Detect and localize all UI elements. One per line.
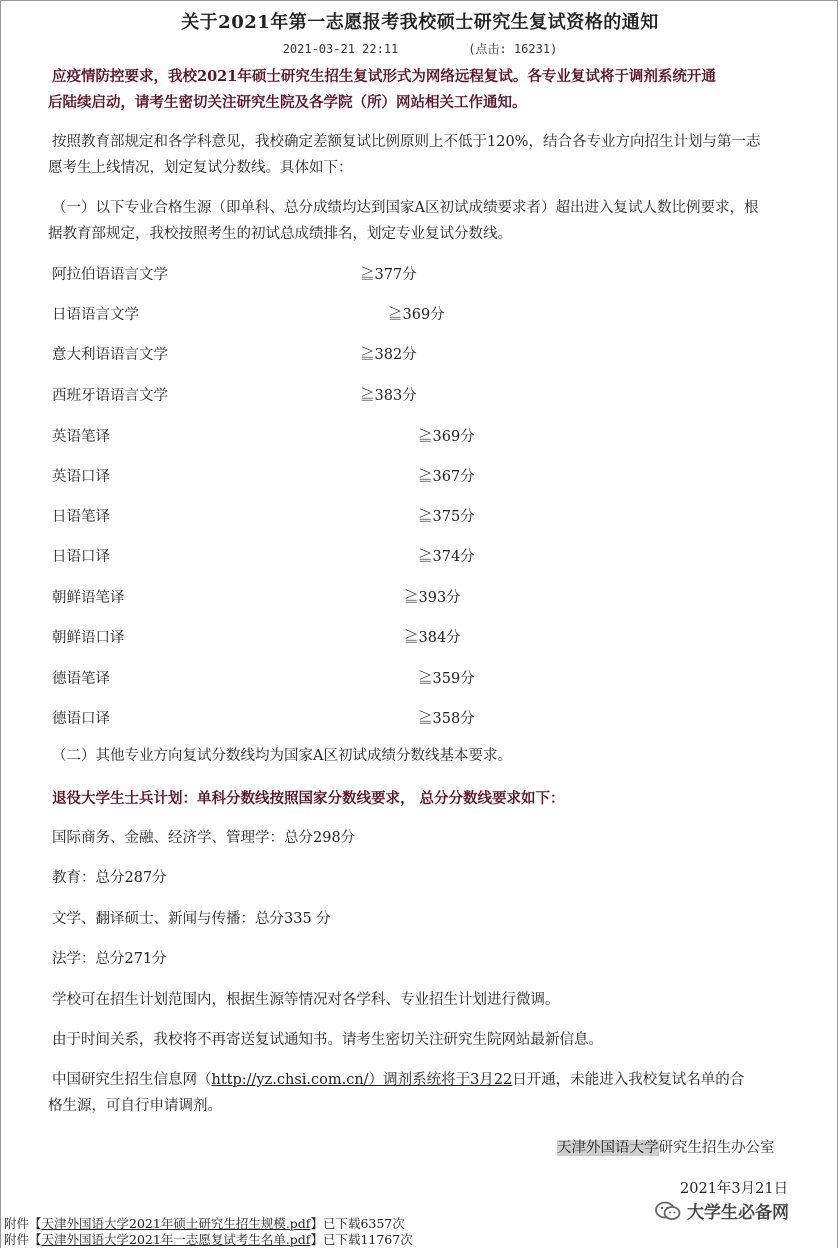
chsi-link[interactable]: http://yz.chsi.com.cn/）调剂系统将于3月22 [211,1072,513,1088]
major-score: ≧359分 [418,671,475,687]
signature-org-highlight: 天津外国语大学 [557,1140,659,1156]
para5: 由于时间关系，我校将不再寄送复试通知书。请考生密切关注研究生院网站最新信息。 [52,1032,603,1048]
major-name: 西班牙语语言文学 [52,388,168,404]
para2-line-1: （一）以下专业合格生源（即单科、总分成绩均达到国家A区初试成绩要求者）超出进入复试人数比例要求，根 [52,200,759,216]
watermark [655,1198,789,1223]
para6-suffix: 日开通，未能进入我校复试名单的合 [512,1072,745,1088]
major-score: ≧384分 [404,630,461,646]
major-score: ≧367分 [418,469,475,485]
hit-count: (点击: 16231) [468,42,558,56]
watermark-text: 大学生必备网 [687,1203,789,1223]
signature-date: 2021年3月21日 [680,1181,789,1197]
post-datetime: 2021-03-21 22:11 [282,42,399,56]
wechat-icon [655,1201,681,1221]
para3: （二）其他专业方向复试分数线均为国家A区初试成绩分数线基本要求。 [52,748,512,764]
major-name: 日语笔译 [52,509,110,525]
attachment-row [4,1230,413,1248]
veteran-item: 教育：总分287分 [52,870,167,886]
veteran-item: 文学、翻译硕士、新闻与传播：总分335 分 [52,911,331,927]
major-name: 阿拉伯语语言文学 [52,267,168,283]
major-name: 德语笔译 [52,671,110,687]
para2-line-2: 据教育部规定，我校按照考生的初试总成绩排名，划定专业复试分数线。 [48,226,512,242]
para1-line-2: 愿考生上线情况，划定复试分数线。具体如下： [48,160,353,176]
major-name: 意大利语语言文学 [52,347,168,363]
major-score: ≧393分 [404,590,461,606]
attachment-prefix: 附件【 [4,1216,42,1231]
attachment-suffix: 】已下载6357次 [310,1216,405,1231]
intro-line-1: 应疫情防控要求，我校2021年硕士研究生招生复试形式为网络远程复试。各专业复试将于调剂系统开通 [52,68,716,85]
para6-prefix: 中国研究生招生信息网（ [52,1072,212,1088]
major-name: 日语语言文学 [52,307,139,323]
major-name: 德语口译 [52,711,110,727]
major-score: ≧383分 [360,388,417,404]
veteran-item: 国际商务、金融、经济学、管理学：总分298分 [52,830,356,846]
veteran-heading: 退役大学生士兵计划：单科分数线按照国家分数线要求， 总分分数线要求如下： [52,790,565,807]
para4: 学校可在招生计划范围内，根据生源等情况对各学科、专业招生计划进行微调。 [52,992,560,1008]
para6-line-1 [52,1068,744,1093]
para6-line-2: 格生源，可自行申请调剂。 [48,1098,222,1114]
major-score: ≧374分 [418,549,475,565]
signature-org [557,1136,775,1157]
attachment-prefix: 附件【 [4,1232,42,1247]
major-name: 英语笔译 [52,429,110,445]
major-score: ≧369分 [418,429,475,445]
intro-line-2: 后陆续启动，请考生密切关注研究生院及各学院（所）网站相关工作通知。 [48,94,527,111]
major-score: ≧358分 [418,711,475,727]
major-score: ≧375分 [418,509,475,525]
major-name: 日语口译 [52,549,110,565]
major-score: ≧382分 [360,347,417,363]
major-name: 朝鲜语口译 [52,630,125,646]
major-name: 朝鲜语笔译 [52,590,125,606]
signature-org-rest: 研究生招生办公室 [658,1140,775,1156]
para1-line-1: 按照教育部规定和各学科意见，我校确定差额复试比例原则上不低于120%，结合各专业方向招生计划与第一志 [52,134,761,150]
page-title: 关于2021年第一志愿报考我校硕士研究生复试资格的通知 [181,12,659,33]
attachment-link[interactable]: 天津外国语大学2021年一志愿复试考生名单.pdf [41,1232,311,1247]
post-meta [0,40,840,57]
veteran-item: 法学：总分271分 [52,951,167,967]
attachment-suffix: 】已下载11767次 [310,1232,413,1247]
attachment-link[interactable]: 天津外国语大学2021年硕士研究生招生规模.pdf [41,1216,311,1231]
major-score: ≧377分 [360,267,417,283]
major-score: ≧369分 [388,307,445,323]
major-name: 英语口译 [52,469,110,485]
